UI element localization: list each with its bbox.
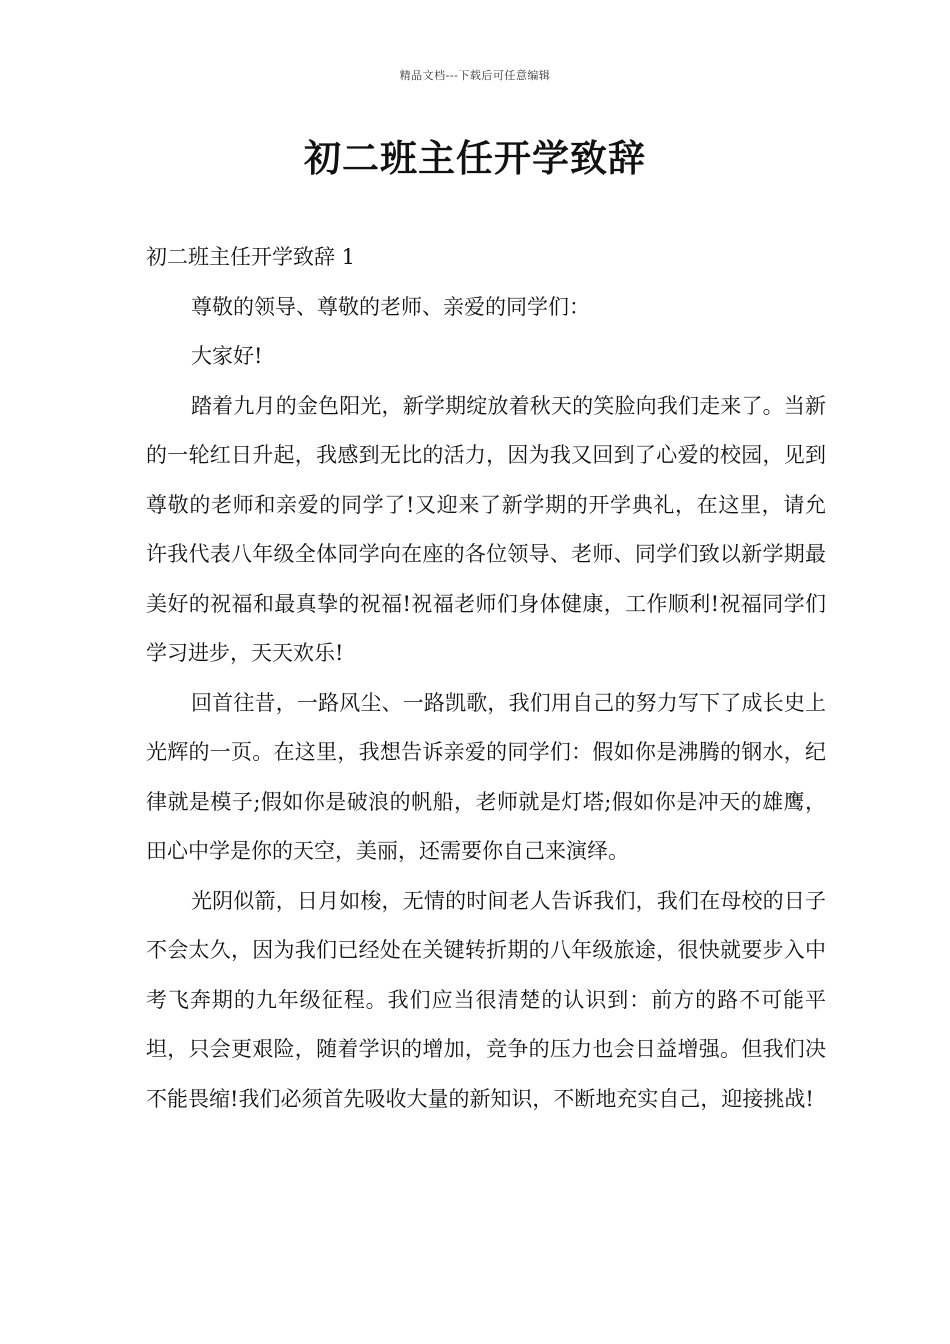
paragraph-looking-back: 回首往昔，一路风尘、一路凯歌，我们用自己的努力写下了成长史上光辉的一页。在这里，我想告诉亲爱的同学们：假如你是沸腾的钢水，纪律就是模子;假如你是破浪的帆船，老师就是灯塔;假如你是冲天的雄鹰，田心中学是你的天空，美丽，还需要你自己来演绎。 <box>146 690 826 863</box>
paragraph-greeting: 尊敬的领导、尊敬的老师、亲爱的同学们： <box>191 294 590 319</box>
paragraph-new-semester: 踏着九月的金色阳光，新学期绽放着秋天的笑脸向我们走来了。当新的一轮红日升起，我感到无比的活力，因为我又回到了心爱的校园，见到尊敬的老师和亲爱的同学了!又迎来了新学期的开学典礼，在这里，请允许我代表八年级全体同学向在座的各位领导、老师、同学们致以新学期最美好的祝福和最真挚的祝福!祝福老师们身体健康，工作顺利!祝福同学们学习进步，天天欢乐! <box>146 393 826 665</box>
document-body <box>146 233 826 1124</box>
header-note: 精品文档---下载后可任意编辑 <box>399 69 551 82</box>
paragraph-time-flies: 光阴似箭，日月如梭，无情的时间老人告诉我们，我们在母校的日子不会太久，因为我们已经处在关键转折期的八年级旅途，很快就要步入中考飞奔期的九年级征程。我们应当很清楚的认识到：前方的路不可能平坦，只会更艰险，随着学识的增加，竞争的压力也会日益增强。但我们决不能畏缩!我们必须首先吸收大量的新知识，不断地充实自己，迎接挑战! <box>146 888 826 1111</box>
paragraph-hello: 大家好! <box>191 344 263 368</box>
document-title: 初二班主任开学致辞 <box>304 136 646 180</box>
section-heading: 初二班主任开学致辞 1 <box>146 245 356 269</box>
